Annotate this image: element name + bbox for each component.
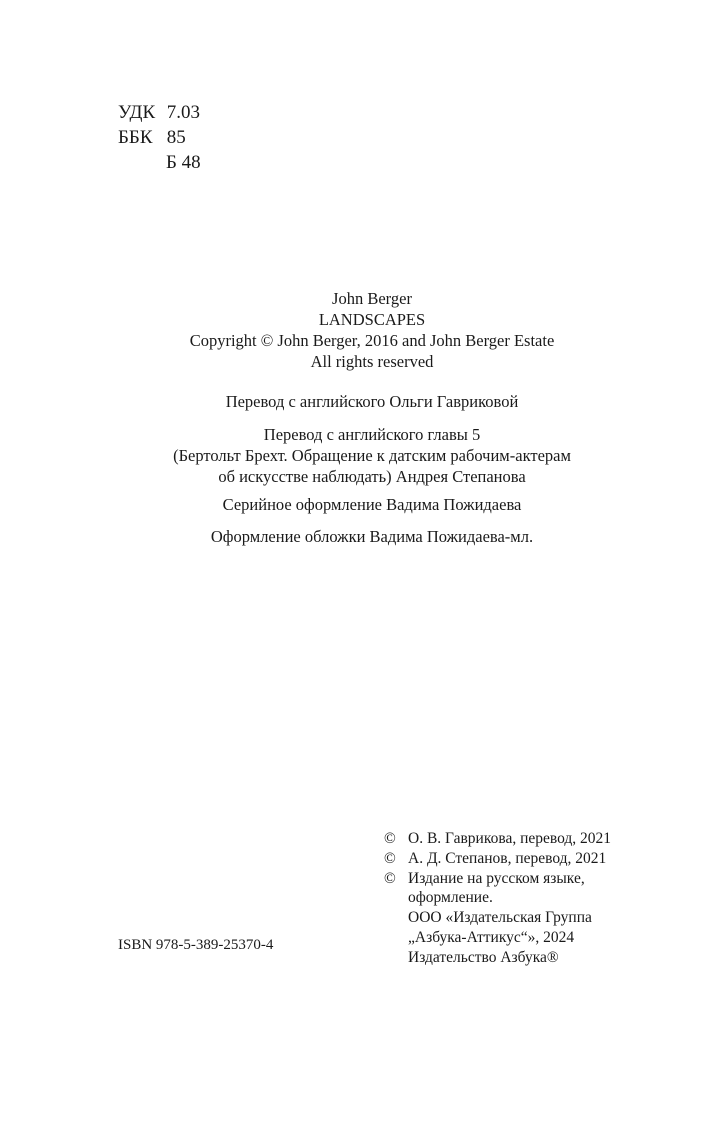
- series-design-credit: Серийное оформление Вадима Пожидаева: [222, 495, 522, 514]
- copyright-text: оформление.: [408, 889, 493, 907]
- original-rights: All rights reserved: [310, 352, 434, 371]
- original-author: John Berger: [332, 289, 412, 308]
- copyright-symbol: ©: [384, 849, 396, 867]
- isbn: ISBN 978-5-389-25370-4: [118, 937, 274, 953]
- chapter-translation-line: об искусстве наблюдать) Андрея Степанова: [218, 467, 526, 486]
- copyright-text: ООО «Издательская Группа: [408, 909, 592, 927]
- original-copyright: Copyright © John Berger, 2016 and John Berger Estate: [189, 331, 555, 350]
- author-mark: Б 48: [166, 152, 201, 173]
- copyright-symbol: ©: [384, 830, 396, 847]
- copyright-symbol: ©: [384, 869, 396, 887]
- copyright-line: [384, 948, 611, 968]
- copyright-text: О. В. Гаврикова, перевод, 2021: [408, 830, 612, 847]
- copyright-text: „Азбука-Аттикус“», 2024: [408, 928, 575, 946]
- udk-label: УДК: [118, 102, 156, 123]
- original-title: LANDSCAPES: [318, 310, 426, 329]
- bbk-value: 85: [166, 127, 186, 148]
- chapter-translation-line: (Бертольт Брехт. Обращение к датским рабочим-актерам: [173, 446, 571, 465]
- copyright-line: [384, 908, 611, 928]
- cover-design-credit: Оформление обложки Вадима Пожидаева-мл.: [210, 527, 534, 546]
- copyright-line: [384, 849, 611, 869]
- chapter-translation-line: Перевод с английского главы 5: [263, 425, 481, 444]
- copyright-line: [384, 869, 611, 889]
- bbk-label: ББК: [118, 127, 153, 148]
- copyright-text: А. Д. Степанов, перевод, 2021: [408, 849, 607, 867]
- series-design-block: [0, 494, 709, 515]
- copyright-text: Издательство Азбука®: [408, 948, 559, 966]
- copyright-line: [384, 888, 611, 908]
- classification-block: [118, 100, 201, 175]
- cover-design-block: [0, 526, 709, 547]
- translation-credit: Перевод с английского Ольги Гавриковой: [225, 392, 519, 411]
- translation-credit-block: [0, 391, 709, 412]
- copyright-notices: [384, 829, 611, 968]
- copyright-line: [384, 829, 611, 849]
- udk-value: 7.03: [166, 102, 200, 123]
- original-edition-block: [0, 288, 709, 372]
- chapter-translation-block: [0, 424, 709, 487]
- copyright-line: [384, 928, 611, 948]
- copyright-text: Издание на русском языке,: [408, 869, 585, 887]
- udk-row: [118, 100, 201, 125]
- bbk-row: [118, 125, 201, 150]
